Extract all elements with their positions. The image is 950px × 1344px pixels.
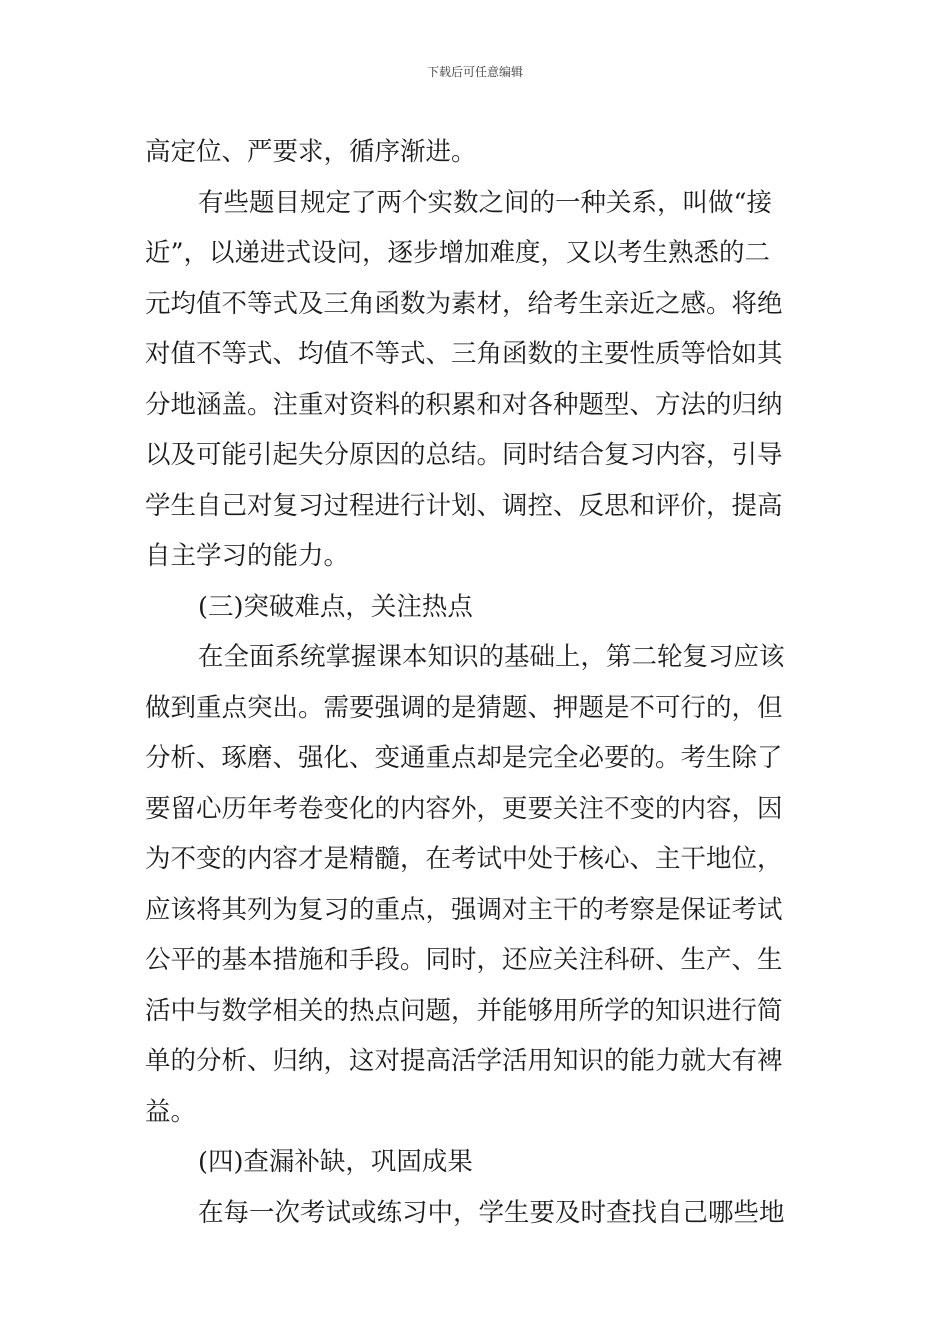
paragraph-start: 有些题目规定了两个实数之间的一种关系，叫做“接 [198, 187, 773, 218]
paragraph-start: 在全面系统掌握课本知识的基础上，第二轮复习应该 [198, 642, 785, 672]
text-line: 近”，以递进式设问，逐步增加难度，又以考生熟悉的二 [145, 238, 771, 268]
text-line: 学生自己对复习过程进行计划、调控、反思和评价，提高 [145, 490, 783, 521]
text-line: 自主学习的能力。 [145, 541, 350, 571]
document-body [145, 127, 811, 1238]
text-line: 益。 [145, 1096, 197, 1127]
text-line: 元均值不等式及三角函数为素材，给考生亲近之感。将绝 [145, 288, 783, 319]
text-line: 做到重点突出。需要强调的是猜题、押题是不可行的，但 [145, 692, 783, 723]
text-line: 分析、琢磨、强化、变通重点却是完全必要的。考生除了 [145, 743, 783, 773]
text-line: 应该将其列为复习的重点，强调对主干的考察是保证考试 [145, 894, 783, 925]
text-line: 分地涵盖。注重对资料的积累和对各种题型、方法的归纳 [145, 389, 783, 420]
text-line: 公平的基本措施和手段。同时，还应关注科研、生产、生 [145, 945, 783, 975]
text-line: 为不变的内容才是精髓，在考试中处于核心、主干地位， [145, 844, 783, 874]
section-heading-4: (四)查漏补缺，巩固成果 [198, 1147, 473, 1177]
page-header: 下载后可任意编辑 [426, 65, 523, 79]
text-line: 高定位、严要求，循序渐进。 [145, 137, 477, 167]
text-line: 活中与数学相关的热点问题，并能够用所学的知识进行简 [145, 995, 783, 1026]
section-heading-3: (三)突破难点，关注热点 [198, 591, 473, 622]
text-line: 以及可能引起失分原因的总结。同时结合复习内容，引导 [145, 440, 783, 470]
paragraph-start: 在每一次考试或练习中，学生要及时查找自己哪些地 [198, 1197, 785, 1228]
text-line: 要留心历年考卷变化的内容外，更要关注不变的内容，因 [145, 793, 783, 824]
text-line: 单的分析、归纳，这对提高活学活用知识的能力就大有裨 [145, 1046, 783, 1076]
text-line: 对值不等式、均值不等式、三角函数的主要性质等恰如其 [145, 339, 783, 369]
